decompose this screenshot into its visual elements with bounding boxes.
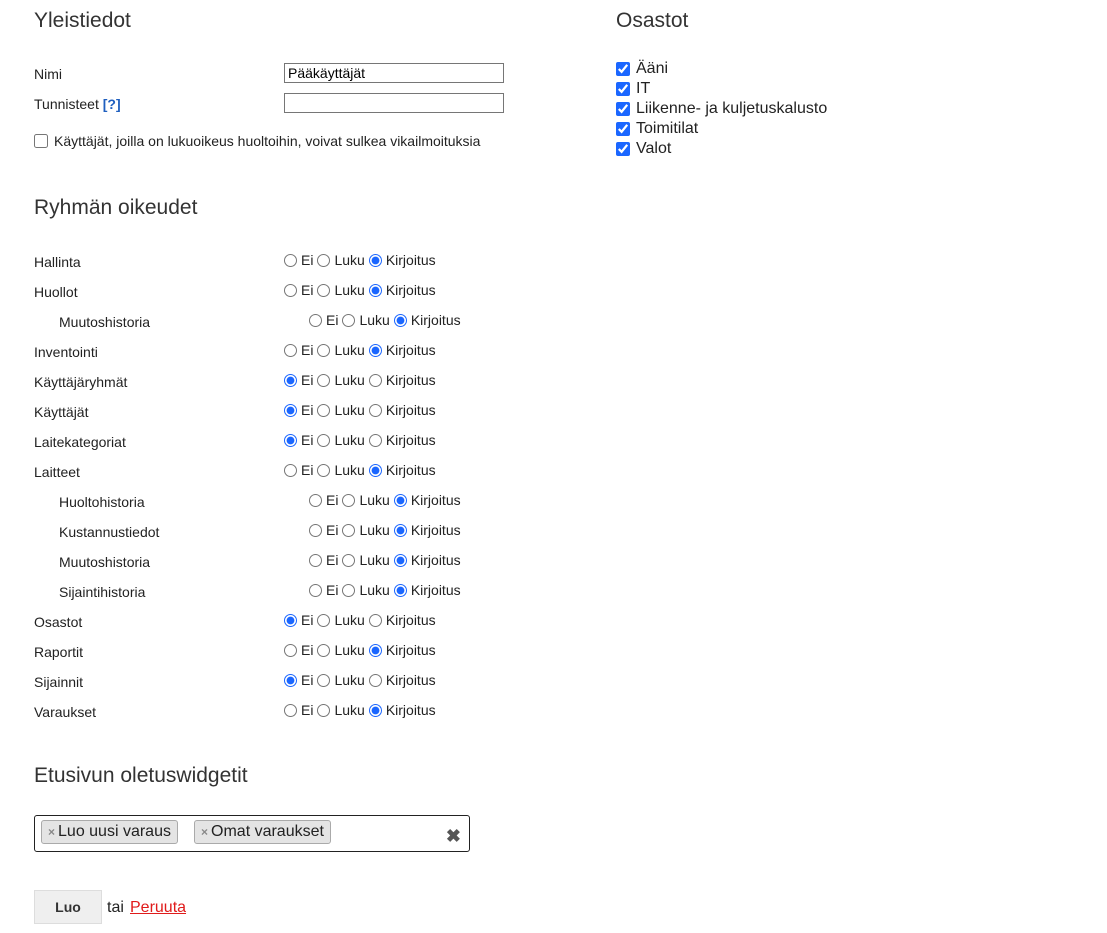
department-checkbox[interactable]	[616, 82, 630, 96]
permission-radio[interactable]	[394, 524, 407, 537]
department-label: Toimitilat	[636, 120, 699, 137]
permission-option-label: Ei	[301, 252, 314, 268]
permission-option	[369, 282, 436, 298]
permission-option-label: Luku	[359, 552, 390, 568]
department-checkbox[interactable]	[616, 102, 630, 116]
permission-option-label: Kirjoitus	[385, 702, 436, 718]
permission-option-label: Ei	[326, 312, 339, 328]
permission-option	[309, 312, 338, 328]
permission-label: Laitteet	[34, 464, 80, 480]
permission-radio[interactable]	[284, 674, 297, 687]
permission-options	[284, 642, 440, 658]
permission-label: Osastot	[34, 614, 83, 630]
permission-label: Käyttäjät	[34, 404, 89, 420]
permission-radio[interactable]	[317, 404, 330, 417]
permission-label: Sijainnit	[34, 674, 84, 690]
permission-option	[369, 612, 436, 628]
permission-option-label: Kirjoitus	[385, 372, 436, 388]
permission-option-label: Luku	[334, 462, 365, 478]
permission-radio[interactable]	[284, 284, 297, 297]
permission-option-label: Kirjoitus	[410, 492, 461, 508]
department-checkbox[interactable]	[616, 122, 630, 136]
department-label: IT	[636, 80, 651, 97]
permission-radio[interactable]	[394, 494, 407, 507]
permission-options	[309, 492, 465, 508]
permission-radio[interactable]	[317, 464, 330, 477]
permission-options	[284, 252, 440, 268]
permission-radio[interactable]	[284, 704, 297, 717]
permission-options	[284, 432, 440, 448]
permission-option-label: Luku	[334, 372, 365, 388]
permission-option-label: Kirjoitus	[385, 252, 436, 268]
permission-option	[309, 582, 338, 598]
permission-option	[317, 702, 364, 718]
permission-radio[interactable]	[369, 284, 382, 297]
permission-label: Käyttäjäryhmät	[34, 374, 128, 390]
permission-option	[317, 432, 364, 448]
permission-option-label: Luku	[359, 522, 390, 538]
permission-option-label: Kirjoitus	[410, 522, 461, 538]
permission-label: Huollot	[34, 284, 78, 300]
permission-radio[interactable]	[369, 704, 382, 717]
permission-label: Hallinta	[34, 254, 81, 270]
permission-option	[284, 402, 313, 418]
permission-option	[369, 642, 436, 658]
permission-option-label: Ei	[301, 432, 314, 448]
departments-title: Osastot	[616, 9, 689, 32]
permission-radio[interactable]	[342, 494, 355, 507]
permission-option-label: Kirjoitus	[410, 312, 461, 328]
permission-radio[interactable]	[284, 374, 297, 387]
permission-radio[interactable]	[317, 344, 330, 357]
permission-option-label: Ei	[326, 552, 339, 568]
department-label: Ääni	[636, 60, 669, 77]
permission-option	[317, 402, 364, 418]
permission-option	[317, 642, 364, 658]
permission-option-label: Ei	[301, 372, 314, 388]
permission-option	[369, 432, 436, 448]
permission-option	[394, 522, 461, 538]
permission-options	[309, 582, 465, 598]
permission-label: Varaukset	[34, 704, 96, 720]
permission-radio[interactable]	[369, 614, 382, 627]
permission-label: Raportit	[34, 644, 84, 660]
permission-options	[284, 462, 440, 478]
department-item	[616, 60, 668, 78]
permission-option	[309, 492, 338, 508]
permission-radio[interactable]	[309, 524, 322, 537]
permission-radio[interactable]	[369, 404, 382, 417]
permission-option	[369, 702, 436, 718]
permission-option	[369, 672, 436, 688]
permission-options	[309, 522, 465, 538]
permission-option	[284, 432, 313, 448]
permission-option	[342, 582, 389, 598]
permission-radio[interactable]	[317, 374, 330, 387]
permission-option	[342, 522, 389, 538]
permission-option-label: Luku	[334, 672, 365, 688]
permission-option	[342, 492, 389, 508]
permission-radio[interactable]	[309, 314, 322, 327]
permission-option	[369, 462, 436, 478]
ids-help-link[interactable]: [?]	[102, 96, 121, 112]
permission-radio[interactable]	[317, 434, 330, 447]
permission-option-label: Kirjoitus	[385, 432, 436, 448]
permission-option	[284, 612, 313, 628]
permission-option-label: Kirjoitus	[385, 282, 436, 298]
permission-option-label: Luku	[334, 642, 365, 658]
permission-option-label: Luku	[334, 402, 365, 418]
permission-radio[interactable]	[342, 554, 355, 567]
permission-radio[interactable]	[369, 464, 382, 477]
permission-radio[interactable]	[394, 584, 407, 597]
permission-option	[284, 252, 313, 268]
permission-radio[interactable]	[317, 644, 330, 657]
department-item	[616, 120, 698, 138]
permission-option-label: Ei	[301, 612, 314, 628]
permission-option	[317, 462, 364, 478]
or-text: tai	[107, 899, 124, 916]
close-faults-checkbox[interactable]	[34, 134, 48, 148]
permission-option-label: Kirjoitus	[410, 582, 461, 598]
remove-tag-icon[interactable]: ×	[201, 825, 209, 839]
permission-options	[284, 342, 440, 358]
permission-option-label: Luku	[334, 702, 365, 718]
widget-tag-label: Omat varaukset	[211, 823, 324, 840]
permission-option-label: Ei	[301, 672, 314, 688]
permission-radio[interactable]	[284, 464, 297, 477]
permission-option	[317, 612, 364, 628]
permission-option-label: Ei	[326, 582, 339, 598]
cancel-link[interactable]: Peruuta	[130, 899, 187, 916]
permission-label: Laitekategoriat	[34, 434, 126, 450]
permission-options	[284, 702, 440, 718]
permission-option-label: Kirjoitus	[385, 642, 436, 658]
permission-option	[342, 552, 389, 568]
permission-option	[284, 282, 313, 298]
department-item	[616, 80, 650, 98]
permission-option	[394, 492, 461, 508]
widget-tag	[194, 820, 331, 844]
permission-label: Sijaintihistoria	[59, 584, 146, 600]
permission-option	[284, 372, 313, 388]
permission-option	[284, 642, 313, 658]
permission-label: Huoltohistoria	[59, 494, 145, 510]
permission-options	[309, 312, 465, 328]
permission-radio[interactable]	[317, 674, 330, 687]
permission-radio[interactable]	[317, 704, 330, 717]
permission-radio[interactable]	[369, 644, 382, 657]
permission-option-label: Luku	[334, 612, 365, 628]
permission-radio[interactable]	[394, 314, 407, 327]
permission-option-label: Kirjoitus	[385, 672, 436, 688]
permission-radio[interactable]	[284, 344, 297, 357]
permissions-title: Ryhmän oikeudet	[34, 196, 198, 219]
permission-options	[284, 672, 440, 688]
widget-tag	[41, 820, 178, 844]
create-button[interactable]: Luo	[34, 890, 102, 924]
permission-option-label: Ei	[301, 642, 314, 658]
department-checkbox[interactable]	[616, 62, 630, 76]
permission-option-label: Kirjoitus	[385, 612, 436, 628]
clear-all-icon[interactable]: ✖	[445, 826, 461, 846]
permission-radio[interactable]	[284, 614, 297, 627]
widgets-title: Etusivun oletuswidgetit	[34, 764, 248, 787]
permission-option-label: Ei	[301, 282, 314, 298]
permission-label: Muutoshistoria	[59, 554, 151, 570]
permission-option-label: Kirjoitus	[385, 342, 436, 358]
permission-radio[interactable]	[342, 584, 355, 597]
permission-options	[309, 552, 465, 568]
permission-radio[interactable]	[342, 524, 355, 537]
permission-radio[interactable]	[342, 314, 355, 327]
permission-radio[interactable]	[284, 404, 297, 417]
permission-radio[interactable]	[369, 374, 382, 387]
department-item	[616, 140, 671, 158]
permission-radio[interactable]	[284, 644, 297, 657]
permission-option-label: Luku	[334, 432, 365, 448]
permission-option-label: Luku	[359, 582, 390, 598]
permission-radio[interactable]	[317, 284, 330, 297]
permission-option	[284, 672, 313, 688]
permission-label: Kustannustiedot	[59, 524, 160, 540]
department-item	[616, 100, 827, 118]
permission-options	[284, 282, 440, 298]
permission-radio[interactable]	[284, 254, 297, 267]
permission-options	[284, 372, 440, 388]
ids-label: Tunnisteet	[34, 96, 99, 112]
department-checkbox[interactable]	[616, 142, 630, 156]
widget-tag-label: Luo uusi varaus	[58, 823, 171, 840]
permission-radio[interactable]	[394, 554, 407, 567]
permission-options	[284, 612, 440, 628]
permission-option	[284, 462, 313, 478]
permission-option	[342, 312, 389, 328]
permission-label: Inventointi	[34, 344, 98, 360]
permission-option	[317, 372, 364, 388]
permission-radio[interactable]	[369, 674, 382, 687]
department-label: Valot	[636, 140, 672, 157]
permission-option-label: Kirjoitus	[385, 402, 436, 418]
department-label: Liikenne- ja kuljetuskalusto	[636, 100, 828, 117]
permission-option-label: Ei	[301, 462, 314, 478]
permission-radio[interactable]	[369, 344, 382, 357]
permission-option-label: Ei	[301, 402, 314, 418]
permission-option-label: Luku	[334, 282, 365, 298]
permission-option-label: Ei	[326, 492, 339, 508]
permission-option	[284, 342, 313, 358]
close-faults-label: Käyttäjät, joilla on lukuoikeus huoltoihin, voivat sulkea vikailmoituksia	[54, 133, 481, 149]
permission-option-label: Ei	[326, 522, 339, 538]
permission-option	[317, 252, 364, 268]
name-label: Nimi	[34, 66, 62, 82]
widgets-select[interactable]	[34, 815, 470, 852]
permission-radio[interactable]	[309, 554, 322, 567]
ids-input[interactable]	[284, 93, 504, 113]
permission-option	[369, 402, 436, 418]
ids-label-row	[34, 96, 121, 112]
permission-option-label: Luku	[359, 312, 390, 328]
permission-option-label: Ei	[301, 342, 314, 358]
permission-radio[interactable]	[284, 434, 297, 447]
permission-option	[309, 552, 338, 568]
permission-option	[394, 312, 461, 328]
permission-options	[284, 402, 440, 418]
permission-option-label: Luku	[334, 252, 365, 268]
permission-option	[317, 672, 364, 688]
permission-option	[317, 282, 364, 298]
permission-option	[394, 582, 461, 598]
permission-option-label: Ei	[301, 702, 314, 718]
permission-radio[interactable]	[369, 254, 382, 267]
permission-option-label: Kirjoitus	[410, 552, 461, 568]
permission-option	[369, 342, 436, 358]
permission-option	[317, 342, 364, 358]
permission-option-label: Kirjoitus	[385, 462, 436, 478]
permission-radio[interactable]	[369, 434, 382, 447]
permission-option	[369, 372, 436, 388]
permission-radio[interactable]	[317, 254, 330, 267]
permission-option	[309, 522, 338, 538]
remove-tag-icon[interactable]: ×	[48, 825, 56, 839]
permission-option-label: Luku	[359, 492, 390, 508]
general-title: Yleistiedot	[34, 9, 131, 32]
permission-option	[394, 552, 461, 568]
close-faults-row	[34, 133, 480, 149]
permission-label: Muutoshistoria	[59, 314, 151, 330]
permission-option	[369, 252, 436, 268]
permission-option-label: Luku	[334, 342, 365, 358]
permission-radio[interactable]	[317, 614, 330, 627]
permission-option	[284, 702, 313, 718]
permission-radio[interactable]	[309, 584, 322, 597]
name-input[interactable]	[284, 63, 504, 83]
permission-radio[interactable]	[309, 494, 322, 507]
